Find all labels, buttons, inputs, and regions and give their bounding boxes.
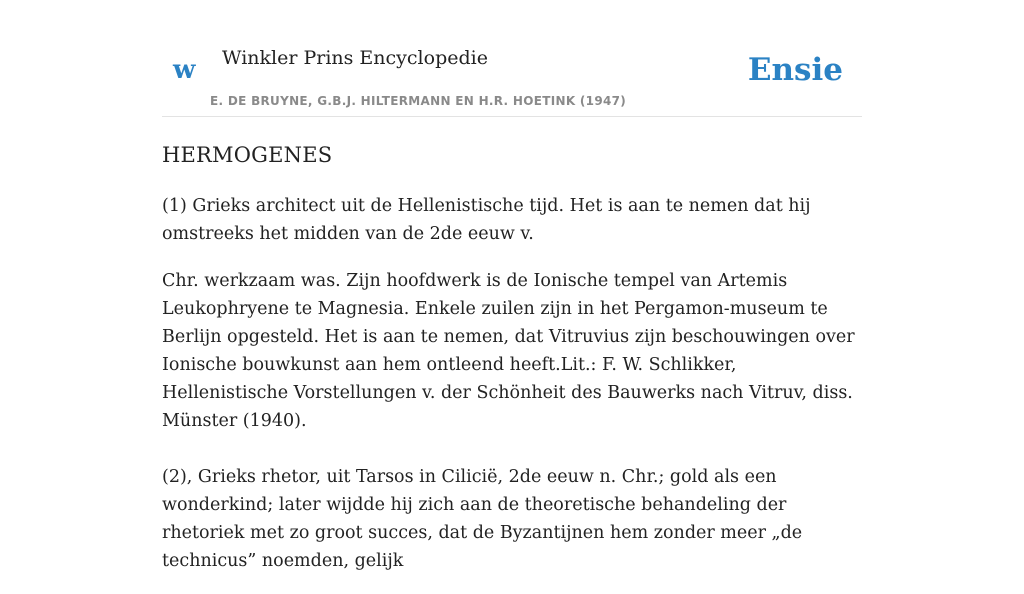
ensie-logo[interactable]: Ensie [747,52,843,88]
authors-line: E. DE BRUYNE, G.B.J. HILTERMANN EN H.R. HOETINK (1947) [210,94,627,108]
winkler-prins-logo[interactable]: w [173,55,196,85]
site-title[interactable]: Winkler Prins Encyclopedie [222,47,488,69]
entry-content [162,140,868,594]
entry-title: HERMOGENES [162,143,333,167]
header [162,30,862,117]
entry-paragraph-2: Chr. werkzaam was. Zijn hoofdwerk is de Ionische tempel van Artemis Leukophryene te Magnesia. Enkele zuilen zijn in het Pergamon-museum te Berlijn opgesteld. Het is aan te nemen, dat Vitruvius zijn beschouwingen over Ionische bouwkunst aan hem ontleend heeft.Lit.: F. W. Schlikker, Hellenistische Vorstellungen v. der Schönheit des Bauwerks nach Vitruv, diss. Münster (1940). [162,271,855,431]
entry-paragraph-3: (2), Grieks rhetor, uit Tarsos in Cilicië, 2de eeuw n. Chr.; gold als een wonderkind; later wijdde hij zich aan de theoretische behandeling der rhetoriek met zo groot succes, dat de Byzantijnen hem zonder meer „de technicus” noemden, gelijk [162,467,803,571]
entry-paragraph-1: (1) Grieks architect uit de Hellenistische tijd. Het is aan te nemen dat hij omstreeks het midden van de 2de eeuw v. [162,196,811,244]
